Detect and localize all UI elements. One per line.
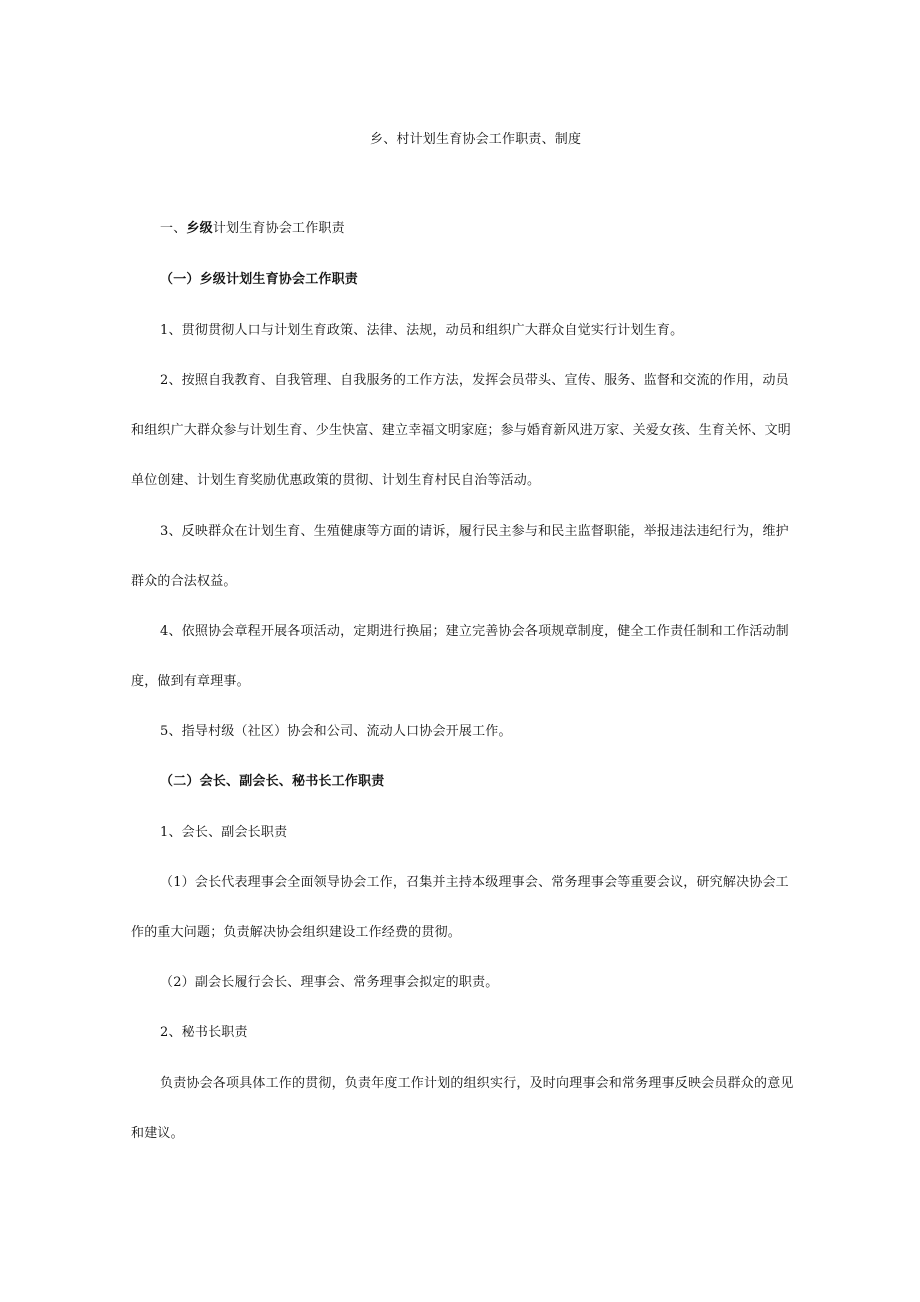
- clause-1a-line-2: 作的重大问题；负责解决协会组织建设工作经费的贯彻。: [131, 925, 462, 940]
- paragraph-5: 5、指导村级（社区）协会和公司、流动人口协会开展工作。: [160, 724, 512, 739]
- subsection-heading-1: （一）乡级计划生育协会工作职责: [160, 272, 359, 287]
- paragraph-3-line-2: 群众的合法权益。: [131, 574, 237, 589]
- section-heading-1: [160, 219, 345, 239]
- paragraph-2-line-2: 和组织广大群众参与计划生育、少生快富、建立幸福文明家庭；参与婚育新风进万家、关爱女孩、生育关怀、文明: [131, 423, 792, 438]
- paragraph-4-line-2: 度，做到有章理事。: [131, 674, 250, 689]
- clause-2-title: 2、秘书长职责: [160, 1025, 248, 1040]
- paragraph-4-line-1: 4、依照协会章程开展各项活动，定期进行换届；建立完善协会各项规章制度，健全工作责任制和工作活动制: [160, 624, 789, 639]
- paragraph-2-line-3: 单位创建、计划生育奖励优惠政策的贯彻、计划生育村民自治等活动。: [131, 473, 541, 488]
- clause-2a-line-1: 负责协会各项具体工作的贯彻，负责年度工作计划的组织实行，及时向理事会和常务理事反映会员群众的意见: [160, 1076, 794, 1091]
- section-prefix: 一、: [160, 221, 187, 236]
- paragraph-2-line-1: 2、按照自我教育、自我管理、自我服务的工作方法，发挥会员带头、宣传、服务、监督和交流的作用，动员: [160, 373, 789, 388]
- section-rest-text: 计划生育协会工作职责: [212, 221, 345, 236]
- subsection-heading-2: （二）会长、副会长、秘书长工作职责: [160, 774, 385, 789]
- document-title: 乡、村计划生育协会工作职责、制度: [370, 132, 582, 147]
- clause-1b: （2）副会长履行会长、理事会、常务理事会拟定的职责。: [160, 975, 499, 990]
- clause-2a-line-2: 和建议。: [131, 1126, 184, 1141]
- section-bold-text: 乡级: [186, 221, 213, 236]
- clause-1a-line-1: （1）会长代表理事会全面领导协会工作，召集并主持本级理事会、常务理事会等重要会议，研究解决协会工: [160, 875, 789, 890]
- clause-1-title: 1、会长、副会长职责: [160, 825, 288, 840]
- paragraph-1: 1、贯彻贯彻人口与计划生育政策、法律、法规，动员和组织广大群众自觉实行计划生育。: [160, 323, 684, 338]
- paragraph-3-line-1: 3、反映群众在计划生育、生殖健康等方面的请诉，履行民主参与和民主监督职能，举报违法违纪行为，维护: [160, 524, 789, 539]
